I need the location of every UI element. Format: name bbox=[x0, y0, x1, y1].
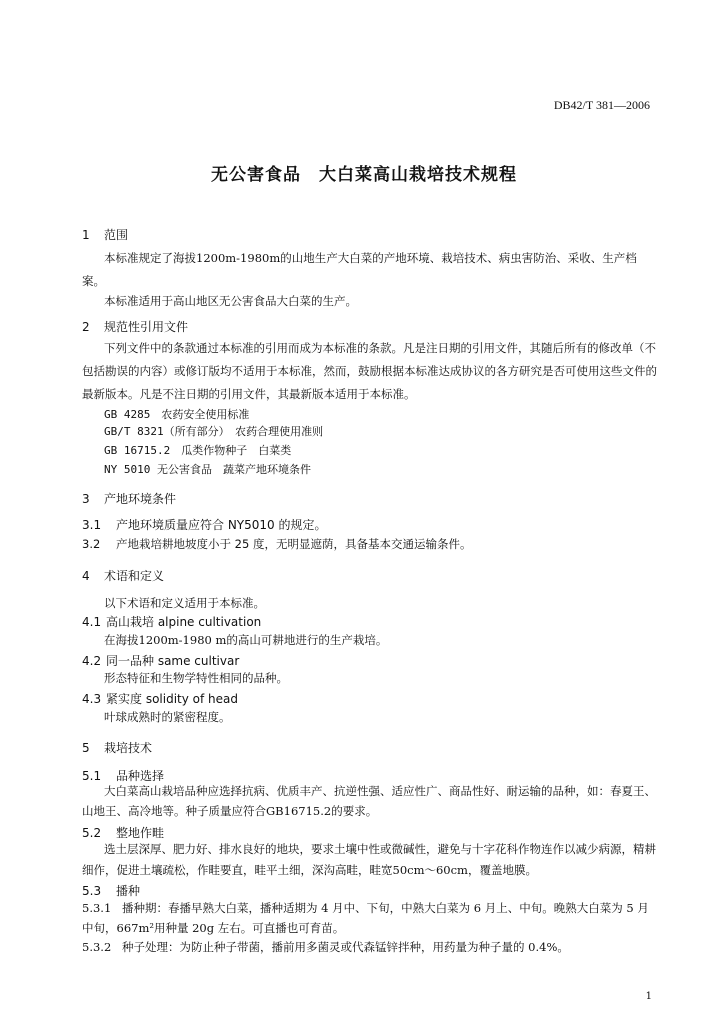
clause-3-1 bbox=[82, 516, 326, 533]
clause-5-2-number: 5.2 bbox=[82, 826, 102, 840]
term-4-2-definition: 形态特征和生物学特性相同的品种。 bbox=[104, 671, 288, 685]
term-4-1-number: 4.1 bbox=[82, 615, 102, 629]
term-4-3-definition: 叶球成熟时的紧密程度。 bbox=[104, 710, 231, 724]
section-4-intro: 以下术语和定义适用于本标准。 bbox=[104, 596, 265, 610]
section-1-number: 1 bbox=[82, 228, 90, 242]
section-1-paragraph-2: 本标准适用于高山地区无公害食品大白菜的生产。 bbox=[104, 294, 357, 308]
clause-3-1-number: 3.1 bbox=[82, 518, 102, 532]
term-4-2-heading bbox=[82, 652, 239, 669]
section-2-number: 2 bbox=[82, 320, 90, 334]
clause-3-2-number: 3.2 bbox=[82, 537, 101, 551]
term-4-1-title: 高山栽培 alpine cultivation bbox=[106, 615, 262, 629]
section-3-title: 产地环境条件 bbox=[104, 492, 177, 506]
clause-5-3-title: 播种 bbox=[116, 884, 141, 898]
section-4-title: 术语和定义 bbox=[104, 569, 165, 583]
section-5-number: 5 bbox=[82, 741, 90, 755]
reference-item: NY 5010 无公害食品 蔬菜产地环境条件 bbox=[104, 463, 311, 476]
section-3-number: 3 bbox=[82, 492, 90, 506]
term-4-2-title: 同一品种 same cultivar bbox=[106, 654, 240, 668]
clause-5-3-2 bbox=[82, 939, 569, 955]
clause-5-3-2-text: 种子处理：为防止种子带菌，播前用多菌灵或代森锰锌拌种，用药量为种子量的 0.4%。 bbox=[122, 940, 569, 954]
clause-5-1-paragraph: 大白菜高山栽培品种应选择抗病、优质丰产、抗逆性强、适应性广、商品性好、耐运输的品种，如：春夏王、山地王、高冷地等。种子质量应符合GB16715.2的要求。 bbox=[82, 784, 656, 818]
standard-code: DB42/T 381—2006 bbox=[553, 98, 650, 112]
document-title: 无公害食品 大白菜高山栽培技术规程 bbox=[211, 165, 517, 185]
section-1-heading bbox=[82, 226, 128, 243]
term-4-1-definition: 在海拔1200m-1980 m的高山可耕地进行的生产栽培。 bbox=[104, 633, 388, 647]
term-4-2-number: 4.2 bbox=[82, 654, 102, 668]
section-3-heading bbox=[82, 490, 176, 507]
term-4-1-heading bbox=[82, 613, 261, 630]
section-5-heading bbox=[82, 739, 152, 756]
reference-item: GB/T 8321（所有部分） 农药合理使用准则 bbox=[104, 425, 324, 438]
page-number: 1 bbox=[645, 991, 652, 1002]
term-4-3-title: 紧实度 solidity of head bbox=[106, 692, 238, 706]
clause-5-3-1-text: 播种期：春播早熟大白菜，播种适期为 4 月中、下旬，中熟大白菜为 6 月上、中旬。晚熟大白菜为 5 月中旬，667m²用种量 20g 左右。可直播也可育苗。 bbox=[82, 901, 649, 935]
clause-3-2-text: 产地栽培耕地坡度小于 25 度，无明显遮荫，具备基本交通运输条件。 bbox=[116, 537, 472, 551]
section-1-title: 范围 bbox=[104, 228, 129, 242]
section-1-paragraph-1: 本标准规定了海拔1200m-1980m的山地生产大白菜的产地环境、栽培技术、病虫害防治、采收、生产档案。 bbox=[82, 251, 637, 288]
section-2-title: 规范性引用文件 bbox=[104, 320, 189, 334]
clause-3-2 bbox=[82, 536, 471, 552]
clause-5-3-heading bbox=[82, 882, 140, 899]
section-5-title: 栽培技术 bbox=[104, 741, 153, 755]
clause-5-1-title: 品种选择 bbox=[116, 769, 165, 783]
section-4-number: 4 bbox=[82, 569, 90, 583]
clause-5-3-1 bbox=[82, 898, 657, 938]
clause-3-1-text: 产地环境质量应符合 NY5010 的规定。 bbox=[116, 518, 327, 532]
term-4-3-heading bbox=[82, 690, 238, 707]
term-4-3-number: 4.3 bbox=[82, 692, 102, 706]
section-4-heading bbox=[82, 567, 164, 584]
clause-5-3-2-number: 5.3.2 bbox=[82, 940, 112, 954]
clause-5-2-paragraph: 选土层深厚、肥力好、排水良好的地块，要求土壤中性或微碱性，避免与十字花科作物连作以减少病源，精耕细作，促进土壤疏松，作畦要直，畦平土细，深沟高畦，畦宽50cm～60cm，覆盖地膜。 bbox=[82, 842, 656, 877]
section-2-paragraph: 下列文件中的条款通过本标准的引用而成为本标准的条款。凡是注日期的引用文件，其随后所有的修改单（不包括勘误的内容）或修订版均不适用于本标准，然而，鼓励根据本标准达成协议的各方研究是否可使用这些文件的最新版本。凡是不注日期的引用文件，其最新版本适用于本标准。 bbox=[82, 341, 657, 401]
reference-item: GB 4285 农药安全使用标准 bbox=[104, 408, 250, 421]
clause-5-3-1-number: 5.3.1 bbox=[82, 901, 112, 915]
clause-5-1-number: 5.1 bbox=[82, 769, 102, 783]
clause-5-2-title: 整地作畦 bbox=[116, 826, 165, 840]
reference-item: GB 16715.2 瓜类作物种子 白菜类 bbox=[104, 444, 292, 457]
section-2-heading bbox=[82, 318, 188, 335]
clause-5-3-number: 5.3 bbox=[82, 884, 102, 898]
